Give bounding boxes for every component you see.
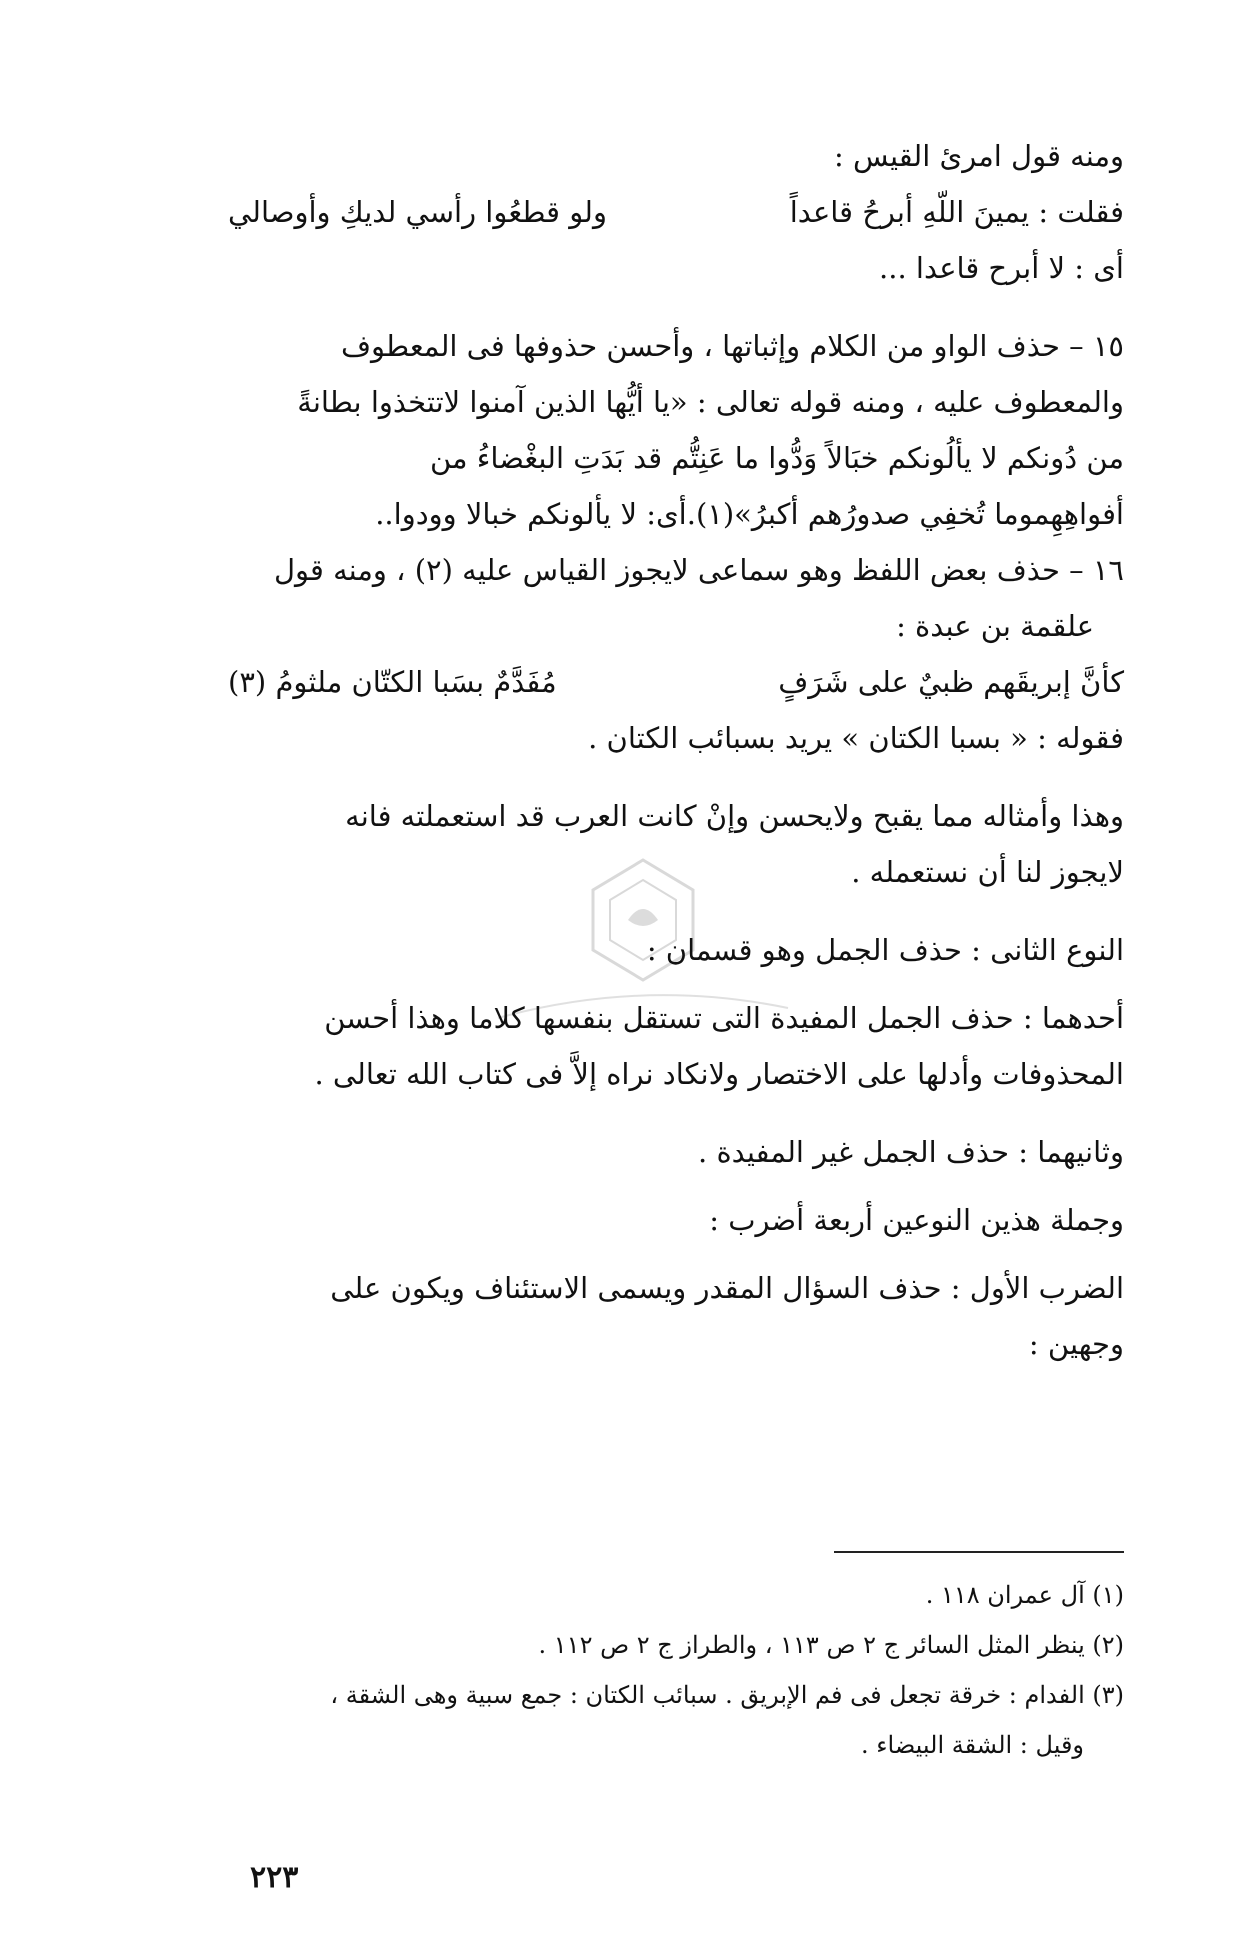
text-line: وجملة هذين النوعين أربعة أضرب : [709,1203,1124,1237]
text-line: المحذوفات وأدلها على الاختصار ولانكاد نراه إلاَّ فى كتاب الله تعالى . [314,1057,1124,1091]
text-line: ١٥ – حذف الواو من الكلام وإثباتها ، وأحسن حذوفها فى المعطوف [340,329,1124,363]
text-line: أى : لا أبرح قاعدا ... [879,251,1124,285]
text-line: والمعطوف عليه ، ومنه قوله تعالى : «يا أيُّها الذين آمنوا لاتتخذوا بطانةً [297,385,1124,419]
text-line: النوع الثانى : حذف الجمل وهو قسمان : [646,933,1124,967]
text-line: الضرب الأول : حذف السؤال المقدر ويسمى الاستئناف ويكون على [330,1271,1124,1305]
verse-second-hemistich: ولو قطعُوا رأسي لديكِ وأوصالي [228,195,608,229]
poem-verse-imru-al-qais [228,184,1124,240]
footnote: (٣) الفدام : خرقة تجعل فى فم الإبريق . سبائب الكتان : جمع سبية وهى الشقة ، [330,1681,1124,1709]
text-line: فقوله : « بسبا الكتان » يريد بسبائب الكتان . [588,721,1124,755]
verse-second-hemistich: مُفَدَّمٌ بسَبا الكتّان ملثومُ (٣) [228,665,557,699]
text-line: وهذا وأمثاله مما يقبح ولايحسن وإنْ كانت العرب قد استعملته فانه [345,799,1124,833]
verse-first-hemistich: فقلت : يمينَ اللّهِ أبرحُ قاعداً [789,195,1124,229]
text-line: أفواهِهِموما تُخفِي صدورُهم أكبرُ»(١).أى: لا يألونكم خبالا وودوا.. [375,497,1124,531]
text-line: أحدهما : حذف الجمل المفيدة التى تستقل بنفسها كلاما وهذا أحسن [324,1001,1124,1035]
footnote: (٢) ينظر المثل السائر ج ٢ ص ١١٣ ، والطراز ج ٢ ص ١١٢ . [538,1631,1124,1659]
text-line: علقمة بن عبدة : [896,609,1094,643]
text-line: وجهين : [1028,1327,1124,1361]
text-line: وثانيهما : حذف الجمل غير المفيدة . [698,1135,1124,1169]
poem-verse-alqama [228,654,1124,710]
footnotes [228,1570,1124,1770]
page-number: ٢٢٣ [250,1860,299,1895]
footnote-continuation: وقيل : الشقة البيضاء . [861,1731,1084,1759]
text-line: ١٦ – حذف بعض اللفظ وهو سماعى لايجوز القياس عليه (٢) ، ومنه قول [273,553,1124,587]
text-line: من دُونكم لا يألُونكم خبَالاً وَدُّوا ما عَنِتُّم قد بَدَتِ البغْضاءُ من [429,441,1124,475]
footnote: (١) آل عمران ١١٨ . [925,1581,1124,1609]
text-line: لايجوز لنا أن نستعمله . [851,855,1124,889]
verse-first-hemistich: كأنَّ إبريقَهم ظبيٌ على شَرَفٍ [778,665,1124,699]
footnote-separator [834,1551,1124,1553]
text-line: ومنه قول امرئ القيس : [834,139,1124,173]
main-text [228,128,1124,1372]
